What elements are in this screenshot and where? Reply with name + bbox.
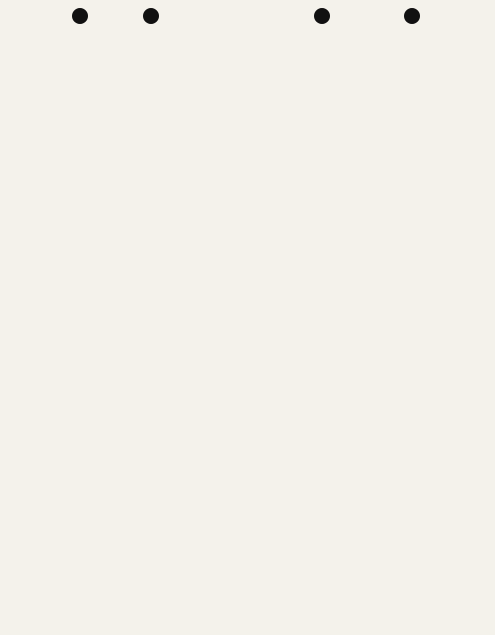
punch-hole-right: [404, 8, 420, 24]
document-body: [22, 30, 477, 609]
punch-hole-center-left: [143, 8, 159, 24]
punch-hole-left: [72, 8, 88, 24]
punch-hole-center-right: [314, 8, 330, 24]
